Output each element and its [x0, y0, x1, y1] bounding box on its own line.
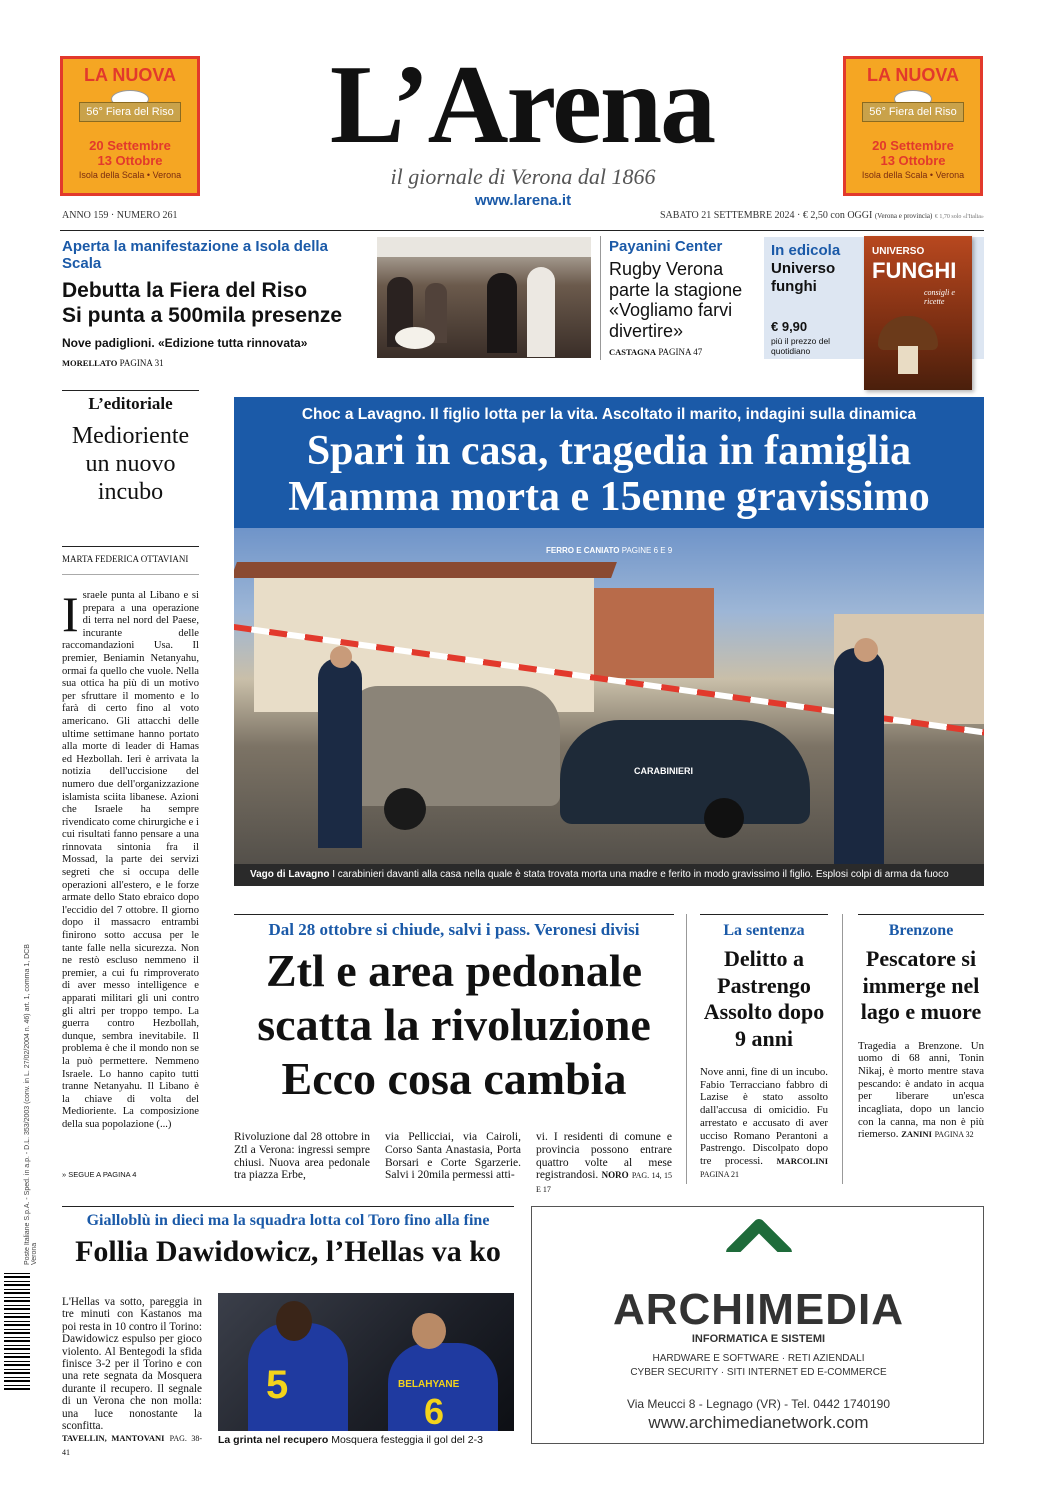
issue-number: ANNO 159 · NUMERO 261 [62, 210, 178, 221]
lead-headline-1: Spari in casa, tragedia in famiglia [306, 428, 912, 474]
photo-pages: PAGINE 6 E 9 [621, 546, 673, 555]
issue-date-price: SABATO 21 SETTEMBRE 2024 · € 2,50 con OGGI [660, 210, 873, 221]
ad-sub: INFORMATICA E SISTEMI [691, 1333, 826, 1345]
lead-headline-2: Mamma morta e 15enne gravissimo [288, 474, 930, 520]
editoriale-continue-link[interactable]: » SEGUE A PAGINA 4 [62, 1170, 137, 1179]
brenzone-story[interactable] [858, 922, 984, 1142]
ear-place: Isola della Scala • Verona [861, 170, 965, 180]
ztl-headline-1: Ztl e area pedonale [265, 945, 643, 996]
hellas-caption-text: Mosquera festeggia il gol del 2-3 [331, 1434, 483, 1446]
editoriale-body [62, 586, 199, 1132]
hellas-page: PAG. 38-41 [62, 1434, 203, 1457]
top2-page: PAGINA 47 [658, 347, 703, 357]
sentenza-page: PAGINA 21 [700, 1169, 740, 1179]
top1-byline: MORELLATO [62, 358, 118, 368]
hellas-kicker: Gialloblù in dieci ma la squadra lotta col Toro fino alla fine [86, 1212, 490, 1229]
top1-kicker: Aperta la manifestazione a Isola della Scala [62, 238, 328, 272]
brenzone-page: PAGINA 32 [934, 1130, 974, 1140]
top3-price: € 9,90 [771, 319, 808, 334]
ear-edition: 56° Fiera del Riso [862, 102, 964, 122]
lead-headline-box[interactable] [234, 397, 984, 528]
hellas-byline: TAVELLIN, MANTOVANI [62, 1433, 165, 1444]
ad-line-1: HARDWARE E SOFTWARE · RETI AZIENDALI [652, 1353, 865, 1364]
editoriale-text: sraele punta al Libano e si prepara a una operazione di terra nel nord del Paese, incurante delle raccomandazioni Usa. Il premier, Beniamin Netanyahu, ormai fa quello che vuole. Nella sua ottica ha più di un motivo per sfruttare il momento e lo farà di certo fino al voto americano. Gli attacchi delle ultime settimane hanno portato alla morte di leader di Hamas ed Hezbollah. Ieri è arrivata la notizia dell'uccisione del numero due dell'organizzazione islamista sciita libanese. Azioni che Israele ha sempre rivendicato come chirurgiche e i cui risultati fanno pensare a una rinnovata sintonia fra il Mossad, la parte dei servizi segreti che si occupa delle operazioni all'estero, e le forze armate dello Stato ebraico dopo l'eccidio del 7 ottobre. Il giorno dopo il massacro entrambi finirono sotto accusa per le tante falle nella sicurezza. Non ne restò escluso nemmeno il premier, a cui fu rimproverato di aver messo intelligence e apparati militari gli uni contro gli altri per troppo tempo. La guerra contro Hezbollah, dunque, sembra inevitabile. Il problema è che il mondo non se la può permettere. Nemmeno Israele. Lo hanno capito tutti tranne Netanyahu. Il Libano è la chiave di volta del Medioriente. La composizione della sua popolazione (...) [62, 590, 199, 1130]
brenzone-text: Tragedia a Brenzone. Un uomo di 68 anni, Tonin Nikaj, è morto mentre stava pescando: è andato in acqua per liberare un'esca incagliata, dopo un lancio con la canna, ma non è più riemerso. [858, 1039, 984, 1141]
ztl-byline: NORO [601, 1170, 629, 1181]
top2-byline: CASTAGNA [609, 347, 657, 357]
ear-title: LA NUOVA [867, 65, 959, 85]
ear-edition: 56° Fiera del Riso [79, 102, 181, 122]
sentenza-byline: MARCOLINI [776, 1155, 829, 1166]
cover-sub: consigli e ricette [924, 288, 955, 306]
issue-date [660, 210, 990, 221]
top1-headline-1: Debutta la Fiera del Riso [62, 279, 308, 302]
ztl-col-1: Rivoluzione dal 28 ottobre in Ztl a Verona: ingressi sempre chiusi. Nuova area pedonale tra piazza Erbe, [234, 1131, 370, 1182]
ad-line-2: CYBER SECURITY · SITI INTERNET ED E-COMMERCE [630, 1367, 887, 1378]
issue-price-italy: € 1,70 solo «l'Italia» [934, 214, 984, 220]
ztl-page: PAG. 14, 15 E 17 [536, 1171, 672, 1195]
ear-place: Isola della Scala • Verona [78, 170, 182, 180]
fiera-riso-ad-right[interactable] [843, 56, 983, 196]
hellas-story[interactable] [62, 1212, 514, 1270]
sentenza-story[interactable] [700, 922, 828, 1181]
top-story-rugby[interactable] [609, 238, 759, 357]
rice-logo-icon [75, 90, 185, 134]
fiera-riso-ad-left[interactable] [60, 56, 200, 196]
divider [858, 914, 984, 915]
masthead-title: L’Arena [329, 43, 715, 167]
ear-dates: 20 Settembre 13 Ottobre [89, 138, 171, 168]
sentenza-headline: Delitto a Pastrengo Assolto dopo 9 anni [703, 946, 825, 1051]
divider [686, 914, 687, 1184]
top3-headline: Universo funghi [771, 260, 836, 295]
top3-note: più il prezzo del quotidiano [771, 336, 831, 356]
editoriale-author: MARTA FEDERICA OTTAVIANI [62, 554, 189, 564]
divider [600, 236, 601, 360]
ad-web-link[interactable]: www.archimedianetwork.com [648, 1413, 869, 1432]
divider [700, 914, 828, 915]
ztl-story[interactable] [234, 920, 674, 1106]
divider [842, 914, 843, 1184]
hellas-caption-bold: La grinta nel recupero [218, 1434, 329, 1446]
editoriale-dropcap: I [62, 586, 79, 642]
issue-price-note: (Verona e provincia) [874, 212, 933, 220]
header-rule [60, 230, 984, 231]
ztl-col-2: via Pellicciai, via Cairoli, Corso Santa Anastasia, Porta Borsari e Corte Sgarzerie. Salvi i 20mila permessi atti- [385, 1131, 521, 1182]
site-url-link[interactable]: www.larena.it [474, 192, 572, 209]
ztl-kicker: Dal 28 ottobre si chiude, salvi i pass. Veronesi divisi [268, 920, 640, 939]
funghi-book-cover [864, 236, 972, 390]
hellas-body [62, 1296, 202, 1459]
archimedia-logo-icon [724, 1223, 794, 1283]
brenzone-headline: Pescatore si immerge nel lago e muore [860, 946, 982, 1024]
top1-page: PAGINA 31 [119, 358, 164, 368]
lead-caption-bar [234, 864, 984, 886]
sentenza-kicker: La sentenza [723, 922, 805, 939]
top2-kicker: Payanini Center [609, 238, 723, 255]
rice-logo-icon [858, 90, 968, 134]
car-label: CARABINIERI [634, 766, 694, 776]
ztl-col-3 [536, 1131, 672, 1197]
cover-big: FUNGHI [872, 258, 957, 283]
brenzone-kicker: Brenzone [888, 922, 954, 939]
top1-summary: Nove padiglioni. «Edizione tutta rinnovata» [62, 336, 308, 350]
editoriale-title: Medioriente un nuovo incubo [71, 423, 190, 505]
top2-headline: Rugby Verona parte la stagione «Vogliamo farvi divertire» [609, 259, 743, 341]
top1-headline-2: Si punta a 500mila presenze [62, 304, 343, 327]
sentenza-text: Nove anni, fine di un incubo. Fabio Terracciano fabbro di Lazise è stato assolto dall'accusa di omicidio. Fu arrestato e accusato di aver ucciso Romano Perantoni a Pastrengo. Discolpato dopo tre processi. [700, 1066, 828, 1167]
carabinieri-photo [234, 528, 984, 864]
ad-brand: ARCHIMEDIA [612, 1285, 905, 1334]
photo-credit: FERRO E CANIATO [546, 546, 620, 555]
editoriale-label: L’editoriale [88, 394, 173, 413]
ztl-col-3-text: vi. I residenti di comune e provincia possono entrare quattro volte al mese registrandosi. [536, 1131, 672, 1182]
editoriale-column[interactable] [62, 390, 199, 1179]
top3-kicker: In edicola [771, 242, 841, 259]
lead-caption-bold: Vago di Lavagno [250, 869, 330, 880]
archimedia-ad[interactable] [531, 1206, 984, 1444]
ear-dates: 20 Settembre 13 Ottobre [872, 138, 954, 168]
postal-notice: Poste Italiane S.p.A. - Sped. in a.p. - D.L. 353/2003 (conv. in L. 27/02/2004 n. 46) art. 1, comma 1, DCB Verona [24, 944, 38, 1265]
ztl-headline-3: Ecco cosa cambia [281, 1053, 627, 1104]
divider [62, 1206, 514, 1207]
masthead-tagline: il giornale di Verona dal 1866 [390, 164, 656, 189]
hellas-headline: Follia Dawidowicz, l’Hellas va ko [75, 1235, 501, 1268]
cover-title: UNIVERSO [872, 246, 925, 257]
mushroom-icon [878, 316, 938, 350]
hellas-text: L'Hellas va sotto, pareggia in tre minuti con Kastanos ma poi resta in 10 contro il Torino: Dawidowicz espulso per gioco violento. Al Bentegodi la sfida finisce 3-2 per il Torino e con una rete segnata da Mosquera durante il recupero. Il segnale di un Verona che non molla: una luce nonostante la sconfitta. [62, 1296, 202, 1433]
shirt-name: BELAHYANE [398, 1379, 460, 1390]
barcode-icon [4, 1270, 30, 1390]
hellas-photo [218, 1293, 514, 1431]
divider [234, 914, 674, 915]
brenzone-byline: ZANINI [901, 1129, 932, 1140]
hellas-caption [218, 1434, 514, 1446]
lead-caption: I carabinieri davanti alla casa nella quale è stata trovata morta una madre e ferito in modo gravissimo il figlio. Esplosi colpi di arma da fuoco [332, 869, 949, 880]
top-story-fiera[interactable] [62, 238, 362, 368]
ztl-headline-2: scatta la rivoluzione [257, 999, 651, 1050]
fiera-crowd-photo [377, 237, 591, 358]
lead-kicker: Choc a Lavagno. Il figlio lotta per la vita. Ascoltato il marito, indagini sulla dinamica [301, 406, 917, 423]
shirt-number-2: 5 [266, 1363, 289, 1407]
shirt-number-1: 6 [424, 1391, 445, 1431]
ad-address: Via Meucci 8 - Legnago (VR) - Tel. 0442 1740190 [626, 1397, 891, 1411]
ear-title: LA NUOVA [84, 65, 176, 85]
